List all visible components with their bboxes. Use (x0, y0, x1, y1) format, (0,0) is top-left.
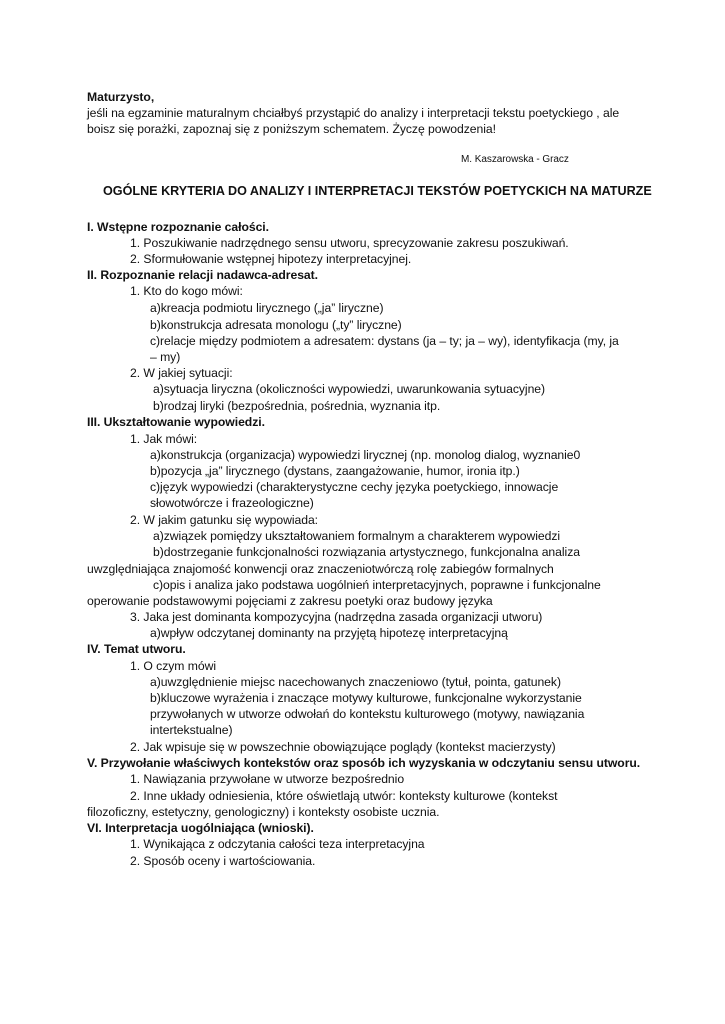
list-item: 2. Sposób oceny i wartościowania. (130, 854, 316, 868)
greeting: Maturzysto, (87, 90, 155, 104)
list-item: 2. Jak wpisuje się w powszechnie obowiązujące poglądy (kontekst macierzysty) (130, 740, 556, 754)
sub-item-continuation: uwzględniająca znajomość konwencji oraz znaczeniotwórczą rolę zabiegów formalnych (87, 562, 554, 576)
section-heading-6: VI. Interpretacja uogólniająca (wnioski). (87, 821, 314, 835)
sub-item-continuation: przywołanych w utworze odwołań do kontekstu kulturowego (motywy, nawiązania (150, 707, 585, 721)
intro-line-1: jeśli na egzaminie maturalnym chciałbyś przystąpić do analizy i interpretacji tekstu poetyckiego , ale (87, 106, 620, 120)
sub-item-continuation: słowotwórcze i frazeologiczne) (150, 496, 314, 510)
sub-item: b)rodzaj liryki (bezpośrednia, pośrednia, wyznania itp. (153, 399, 441, 413)
sub-item: a)związek pomiędzy ukształtowaniem formalnym a charakterem wypowiedzi (153, 529, 561, 543)
list-item: 2. W jakim gatunku się wypowiada: (130, 513, 319, 527)
list-item: 2. Inne układy odniesienia, które oświetlają utwór: konteksty kulturowe (kontekst (130, 789, 558, 803)
sub-item: a)uwzględnienie miejsc nacechowanych znaczeniowo (tytuł, pointa, gatunek) (150, 675, 561, 689)
sub-item: b)dostrzeganie funkcjonalności rozwiązania artystycznego, funkcjonalna analiza (153, 545, 580, 559)
list-item: 1. Jak mówi: (130, 432, 198, 446)
sub-item: a)wpływ odczytanej dominanty na przyjętą hipotezę interpretacyjną (150, 626, 508, 640)
list-item: 2. W jakiej sytuacji: (130, 366, 233, 380)
sub-item: a)kreacja podmiotu lirycznego („ja” liryczne) (150, 301, 384, 315)
list-item: 3. Jaka jest dominanta kompozycyjna (nadrzędna zasada organizacji utworu) (130, 610, 543, 624)
intro-line-2: boisz się porażki, zapoznaj się z poniższym schematem. Życzę powodzenia! (87, 122, 496, 136)
list-item-continuation: filozoficzny, estetyczny, genologiczny) i konteksty osobiste ucznia. (87, 805, 440, 819)
list-item: 1. Kto do kogo mówi: (130, 284, 243, 298)
sub-item: a)sytuacja liryczna (okoliczności wypowiedzi, uwarunkowania sytuacyjne) (153, 382, 546, 396)
sub-item-continuation: – my) (150, 350, 181, 364)
section-heading-5: V. Przywołanie właściwych kontekstów oraz sposób ich wyzyskania w odczytaniu sensu utworu. (87, 756, 641, 770)
sub-item: b)pozycja „ja” lirycznego (dystans, zaangażowanie, humor, ironia itp.) (150, 464, 520, 478)
sub-item-continuation: intertekstualne) (150, 723, 233, 737)
sub-item: b)konstrukcja adresata monologu („ty” liryczne) (150, 318, 402, 332)
section-heading-4: IV. Temat utworu. (87, 642, 186, 656)
sub-item: a)konstrukcja (organizacja) wypowiedzi lirycznej (np. monolog dialog, wyznanie0 (150, 448, 581, 462)
author-signature: M. Kaszarowska - Gracz (461, 154, 569, 165)
list-item: 2. Sformułowanie wstępnej hipotezy interpretacyjnej. (130, 252, 412, 266)
list-item: 1. Nawiązania przywołane w utworze bezpośrednio (130, 772, 405, 786)
section-heading-3: III. Ukształtowanie wypowiedzi. (87, 415, 265, 429)
sub-item: b)kluczowe wyrażenia i znaczące motywy kulturowe, funkcjonalne wykorzystanie (150, 691, 582, 705)
list-item: 1. Wynikająca z odczytania całości teza interpretacyjna (130, 837, 425, 851)
sub-item-continuation: operowanie podstawowymi pojęciami z zakresu poetyki oraz budowy języka (87, 594, 493, 608)
sub-item: c)język wypowiedzi (charakterystyczne cechy języka poetyckiego, innowacje (150, 480, 559, 494)
sub-item: c)opis i analiza jako podstawa uogólnień interpretacyjnych, poprawne i funkcjonalne (153, 578, 601, 592)
document-title: OGÓLNE KRYTERIA DO ANALIZY I INTERPRETACJI TEKSTÓW POETYCKICH NA MATURZE (103, 184, 652, 198)
section-heading-1: I. Wstępne rozpoznanie całości. (87, 220, 269, 234)
list-item: 1. Poszukiwanie nadrzędnego sensu utworu, sprecyzowanie zakresu poszukiwań. (130, 236, 569, 250)
sub-item: c)relacje między podmiotem a adresatem: dystans (ja – ty; ja – wy), identyfikacja (my, ja (150, 334, 619, 348)
list-item: 1. O czym mówi (130, 659, 216, 673)
section-heading-2: II. Rozpoznanie relacji nadawca-adresat. (87, 268, 318, 282)
